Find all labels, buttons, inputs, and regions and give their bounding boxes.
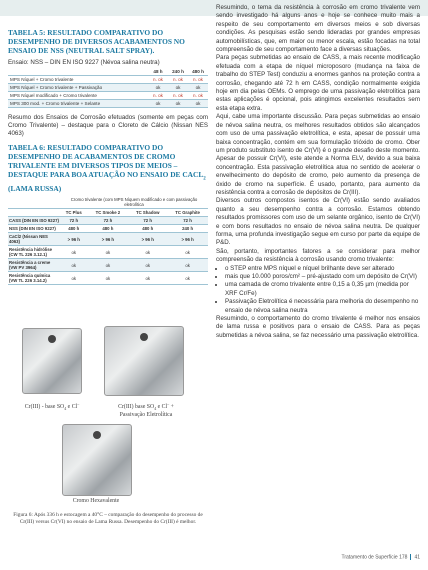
cell: > 96 h (167, 233, 208, 246)
mounting-hole (93, 431, 101, 439)
row-label: Resistência a creme (VW PV 3964) (8, 259, 60, 272)
table-row (8, 246, 208, 259)
table6-corner (8, 209, 60, 217)
table5-title: TABELA 5: RESULTADO COMPARATIVO DO DESEMPENHO DE DIVERSOS ACABAMENTOS NO ENSAIO DE NSS (NEUTRAL SALT SPRAY). (8, 28, 185, 56)
cell: ok (128, 259, 167, 272)
cell: 72 h (60, 217, 88, 225)
paragraph: São, portanto, importantes fatores a se considerar para melhor compreensão da resistência à corrosão usando cromo trivalente: (216, 247, 420, 264)
caption-text: e Cl (66, 403, 78, 410)
paragraph: Resumindo, o comportamento do cromo trivalente é melhor nos ensaios de lama russa e positivos para o ensaio de CASS. Para as peças submetidas a névoa salina, se faz necessário uma passivação eletrolítica. (216, 315, 420, 339)
list-item: • uma camada de cromo trivalente entre 0,15 a 0,35 µm (medida por XRF Cr/Fe) (225, 281, 420, 298)
caption-photo-2 (96, 400, 196, 419)
cell: n. ok (188, 91, 208, 99)
list-item: • o STEP entre MPS níquel e níquel brilhante deve ser alterado (225, 265, 420, 273)
table6-group-header: Cromo trivalente (com MPS Níquem modificado e com passivação eletrolítica (60, 196, 208, 209)
cell: ok (167, 272, 208, 285)
cell: ok (60, 246, 88, 259)
table6-header: TC Smoke 2 (88, 209, 129, 217)
figure-caption: Figura 6: Após 336 h e estocagem a 40°C – comparação do desempenho do processo de Cr(III) versus Cr(VI) no ensaio de Lama Russa. Desempenho do Cr(III) é melhor. (13, 512, 203, 525)
row-label: CaCl2 (Nissan NES 4063) (8, 233, 60, 246)
table-row (8, 233, 208, 246)
photo-cr6 (62, 424, 132, 496)
table-row (8, 217, 208, 225)
cell: ok (168, 83, 188, 91)
table5-summary: Resumo dos Ensaios de Corrosão efetuados (somente em peças com Cromo Trivalente) – destaque para o Cloreto de Cálcio (Nissan NES 4063) (8, 113, 208, 138)
cell: 240 h (167, 225, 208, 233)
right-column (216, 4, 420, 340)
cell: ok (167, 259, 208, 272)
factor-list (216, 265, 420, 315)
cell: n. ok (148, 75, 168, 83)
cell: ok (88, 246, 129, 259)
table-row (8, 83, 208, 91)
table5-header: 480 h (188, 68, 208, 76)
caption-text: Cr(III) - base SO (24, 403, 65, 410)
table6-header: TC Shadow (128, 209, 167, 217)
table6-title-end: (LAMA RUSSA) (8, 184, 62, 194)
cell: 480 h (128, 225, 167, 233)
mounting-hole (48, 335, 56, 343)
list-item: • Passivação Eletrolítica é necessária para melhoria do desempenho no ensaio de névoa salina neutra (225, 298, 420, 315)
row-label: MPS Níquel + Cromo trivalente + Passivação (8, 83, 148, 91)
row-label: MPS Níquel modificado + Cromo trivalente (8, 91, 148, 99)
caption-photo-1 (10, 400, 94, 412)
table6-title-text: TABELA 6: RESULTADO COMPARATIVO DO DESEMPENHO DE ACABAMENTOS DE CROMO TRIVALENTE EM DIVERSOS TIPOS DE MEIOS – DESTAQUE PARA BOA ATUAÇÃO NO ENSAIO DE CACL (8, 142, 204, 180)
cell: ok (128, 272, 167, 285)
table5-corner (8, 68, 148, 76)
caption-sub: 4 (154, 406, 157, 412)
table-row (8, 272, 208, 285)
table-row (8, 75, 208, 83)
cell: 72 h (167, 217, 208, 225)
cell: n. ok (168, 75, 188, 83)
caption-sup: – (167, 401, 170, 406)
table-row (8, 225, 208, 233)
table6-corner (8, 196, 60, 209)
table5-header: 240 h (168, 68, 188, 76)
caption-sup: – (77, 401, 80, 406)
table-row (8, 259, 208, 272)
row-label: Resistência hidrólise (CW TL 226 3.12.1) (8, 246, 60, 259)
cell: ok (188, 83, 208, 91)
table-row (8, 91, 208, 99)
journal-name: Tratamento de Superfície 178 (341, 554, 408, 561)
cell: ok (188, 99, 208, 107)
footer-divider (410, 554, 411, 560)
table5 (8, 68, 208, 108)
row-label: MPS Níquel + Cromo trivalente (8, 75, 148, 83)
table6-title (8, 143, 208, 193)
row-label: CASS (DIN EN ISO 9227) (9, 218, 59, 224)
cell: 480 h (88, 225, 129, 233)
cell: n. ok (168, 91, 188, 99)
cell: n. ok (188, 75, 208, 83)
caption-text: Passivação Eletrolítica (119, 412, 173, 419)
cell: ok (148, 99, 168, 107)
row-label: MPS 300 mod. + Cromo trivalente + Selante (8, 99, 148, 107)
mounting-hole (140, 333, 148, 341)
cell: ok (128, 246, 167, 259)
paragraph: Resumindo, o tema da resistência à corrosão em cromo trivalente vem sendo investigado há alguns anos e hoje se conhece muito mais a respeito de seu comportamento em diversos meios e sob diversas condições. As pesquisas estão sendo lideradas por grandes empresas automobilísticas, que, em maior ou menor escala, estão focadas na total compreensão de seu comportamento face a diversas situações. (216, 4, 420, 54)
list-item: • mais que 10.000 poros/cm² – pré-ajustado com um depósito de Cr(VI) (225, 273, 420, 281)
cell: 72 h (128, 217, 167, 225)
cell: ok (88, 272, 129, 285)
caption-text: + (169, 403, 174, 410)
page-number: 41 (414, 554, 420, 561)
row-label: Resistência química (VW TL 226 3.14.2) (8, 272, 60, 285)
row-label: NSS (DIN EN ISO 9227) (8, 225, 60, 233)
caption-text: e Cl (156, 403, 168, 410)
table-row (8, 99, 208, 107)
caption-photo-3: Cromo Hexavalente (72, 498, 120, 504)
cell: > 96 h (60, 233, 88, 246)
page-footer (341, 554, 420, 560)
cell: ok (88, 259, 129, 272)
cell: 72 h (88, 217, 129, 225)
cell: > 96 h (128, 233, 167, 246)
cell: ok (60, 272, 88, 285)
photo-cr3-base (22, 328, 82, 394)
table6-header: TC Graphite (167, 209, 208, 217)
caption-text: Cr(III) base SO (118, 403, 155, 410)
caption-sub: 4 (64, 406, 67, 412)
paragraph: Diversos outros compostos isentos de Cr(VI) estão sendo avaliados quanto a seu desempenho contra a corrosão. Estamos obtendo resultados promissores com uso de um selante orgânico, isento de Cr(VI) e com bons resultados no ensaio de névoa salina neutra. De qualquer forma, uma profunda investigação segue em curso por parte da equipe de P&D. (216, 197, 420, 247)
cell: ok (148, 83, 168, 91)
cell: ok (167, 246, 208, 259)
cell: ok (60, 259, 88, 272)
paragraph: Para peças submetidas ao ensaio de CASS, a mais recente modificação efetuada com a etapa de níquel microposoro (mudança na faixa de trabalho do STEP Test) conduziu a enormes ganhos na proteção contra a corrosão, chegando até 72 h em CASS, condição normalmente exigida hoje em dia pelas OEMs. O emprego de uma passivação eletrolítica para estas aplicações é opcional, pois atingimos excelentes resultados sem esta etapa extra. (216, 54, 420, 112)
cell: n. ok (148, 91, 168, 99)
table6-header: TC Plus (60, 209, 88, 217)
table6 (8, 196, 208, 285)
table6-title-sub: 2 (203, 176, 206, 182)
cell: > 96 h (88, 233, 129, 246)
cell: 480 h (60, 225, 88, 233)
cell: ok (168, 99, 188, 107)
table5-header: 48 h (148, 68, 168, 76)
left-column (8, 28, 208, 285)
paragraph: Aqui, cabe uma importante discussão. Para peças submetidas ao ensaio de névoa salina neutra, os melhores resultados obtidos são alcançados com uso de uma passivação eletrolítica, e esta, apesar de possuir uma baixa concentração, contém em sua formulação trióxido de cromo. Ober um produto substituto isento de Cr(VI) é o grande desafio deste momento. Apesar de possuir Cr(VI), este atende a Norma ELV, devido a sua baixa concentração. Esta passivação eletrolítica atua no sentido de acelerar o envelhecimento do depósito de cromo, pelo aumento da presença de óxido de cromo na superfície. É usado, portanto, para aumento da resistência contra a corrosão de depósitos de Cr(III). (216, 113, 420, 196)
photo-cr3-passivation (104, 326, 184, 396)
table5-subtitle: Ensaio: NSS – DIN EN ISO 9227 (Névoa salina neutra) (8, 58, 160, 66)
